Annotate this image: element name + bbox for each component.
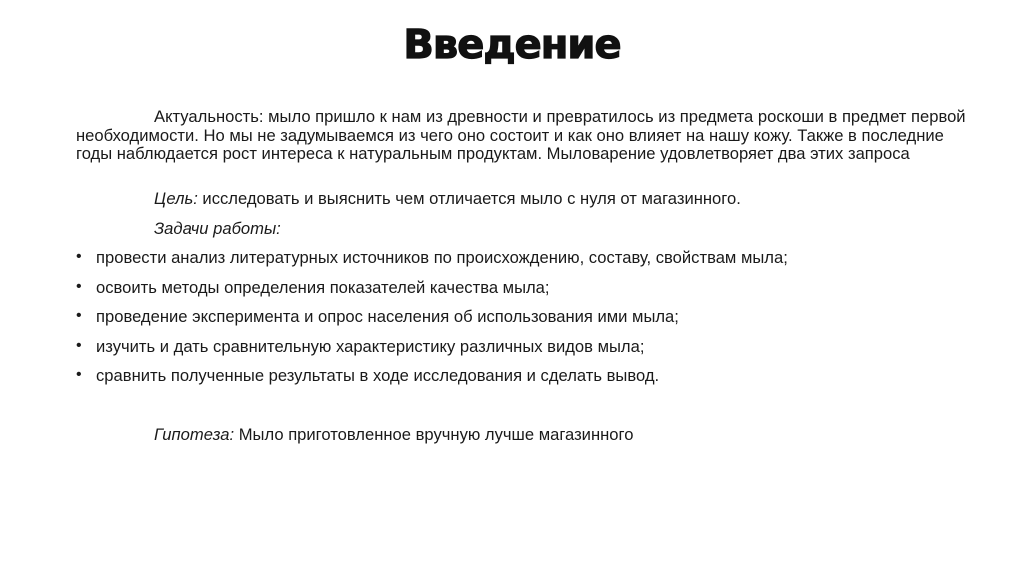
bullet-icon: • [76,307,82,324]
tasks-heading-label: Задачи работы: [154,219,281,238]
goal-text: исследовать и выяснить чем отличается мыло с нуля от магазинного. [197,189,741,208]
slide-title: Введение [403,22,621,68]
task-text: провести анализ литературных источников по происхождению, составу, свойствам мыла; [96,248,788,267]
list-item [76,337,788,367]
list-item [76,366,788,396]
hypothesis-line [154,425,633,445]
goal-line [154,189,741,209]
list-item [76,278,788,308]
bullet-icon: • [76,248,82,265]
list-item [76,248,788,278]
task-text: проведение эксперимента и опрос населения об использования ими мыла; [96,307,679,326]
hypothesis-text: Мыло приготовленное вручную лучше магазинного [234,425,634,444]
bullet-icon: • [76,277,82,295]
tasks-list [76,248,788,396]
hypothesis-label: Гипотеза: [154,425,235,444]
task-text: сравнить полученные результаты в ходе исследования и сделать вывод. [96,366,660,385]
bullet-icon: • [76,336,82,354]
intro-paragraph: Актуальность: мыло пришло к нам из древности и превратилось из предмета роскоши в предмет первой необходимости. Но мы не задумываемся из чего оно состоит и как оно влияет на нашу кожу. Также в последние годы наблюдается рост интереса к натуральным продуктам. Мыловарение удовлетворяет два этих запроса [76,107,966,163]
goal-label: Цель: [154,189,198,208]
bullet-icon: • [76,366,82,383]
task-text: изучить и дать сравнительную характеристику различных видов мыла; [96,336,645,356]
list-item [76,307,788,337]
tasks-heading [154,219,281,239]
task-text: освоить методы определения показателей качества мыла; [96,277,550,297]
